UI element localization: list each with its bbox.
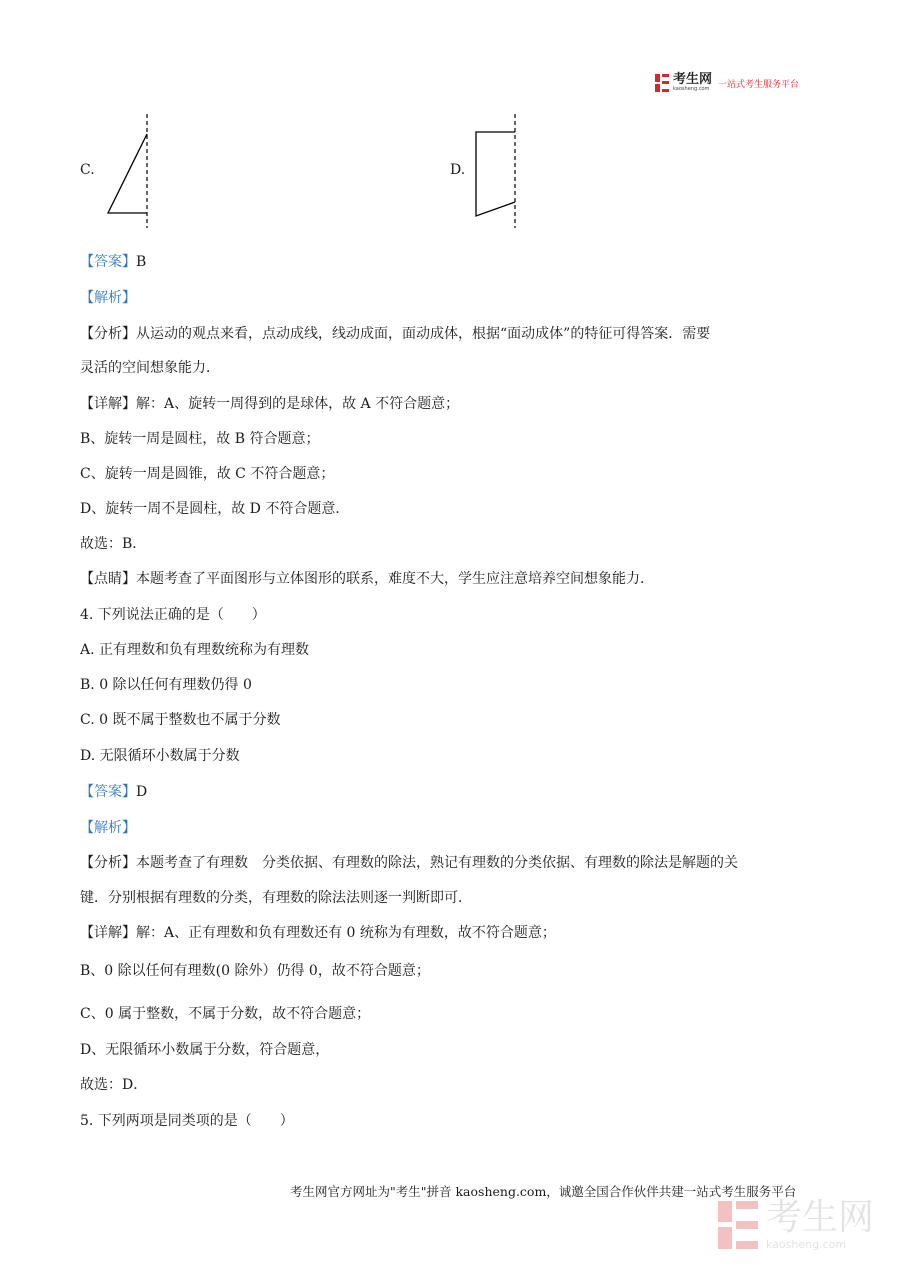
kaosheng-logo-icon xyxy=(655,74,669,92)
fenxi-tag: 【分析】 xyxy=(80,326,136,342)
fenxi-text: 从运动的观点来看，点动成线，线动成面，面动成体，根据“面动成体”的特征可得答案．需要 xyxy=(136,326,711,342)
dianjing-tag: 【点睛】 xyxy=(80,571,136,587)
q3-choice: 故选：B． xyxy=(80,536,147,552)
figure-d-trapezoid xyxy=(470,112,530,232)
q3-xiangjie-c: C、旋转一周是圆锥，故 C 不符合题意； xyxy=(80,466,335,482)
fenxi-text: 本题考查了有理数 分类依据、有理数的除法，熟记有理数的分类依据、有理数的除法是解题的关 xyxy=(136,855,738,871)
q4-choice: 故选：D． xyxy=(80,1077,148,1093)
q3-answer xyxy=(80,252,146,272)
q4-option-b: B. 0 除以任何有理数仍得 0 xyxy=(80,677,252,693)
q4-fenxi-line-2: 键．分别根据有理数的分类，有理数的除法法则逐一判断即可． xyxy=(80,890,472,906)
q4-xiangjie-a xyxy=(80,923,556,943)
watermark-domain: kaosheng.com xyxy=(766,1238,847,1251)
answer-tag: 【答案】 xyxy=(80,254,136,270)
xiangjie-tag: 【详解】 xyxy=(80,925,136,941)
q3-dianjing xyxy=(80,569,654,589)
xiangjie-tag: 【详解】 xyxy=(80,396,136,412)
q3-xiangjie-b: B、旋转一周是圆柱，故 B 符合题意； xyxy=(80,431,320,447)
q3-fenxi-line-2: 灵活的空间想象能力． xyxy=(80,360,220,376)
logo-name: 考生网 xyxy=(673,72,713,87)
figure-d-label: D. xyxy=(450,162,466,178)
q4-question: 4. 下列说法正确的是（ ） xyxy=(80,607,266,623)
watermark-name: 考生网 xyxy=(766,1197,875,1238)
q4-analysis-heading xyxy=(80,818,136,838)
analysis-tag: 【解析】 xyxy=(80,820,136,836)
q4-fenxi-line-1 xyxy=(80,853,738,873)
q4-option-d: D. 无限循环小数属于分数 xyxy=(80,748,240,764)
fenxi-tag: 【分析】 xyxy=(80,855,136,871)
footer-text: 考生网官方网址为"考生"拼音 kaosheng.com，诚邀全国合作伙伴共建一站式考生服务平台 xyxy=(290,1184,797,1199)
logo-domain: kaosheng.com xyxy=(673,86,710,92)
xiangjie-text: 解：A、正有理数和负有理数还有 0 统称为有理数，故不符合题意； xyxy=(136,925,556,941)
analysis-tag: 【解析】 xyxy=(80,290,136,306)
answer-value: B xyxy=(136,254,147,270)
xiangjie-text: 解：A、旋转一周得到的是球体，故 A 不符合题意； xyxy=(136,396,460,412)
watermark xyxy=(718,1198,874,1251)
q4-xiangjie-c: C、0 属于整数，不属于分数，故不符合题意； xyxy=(80,1006,371,1022)
q4-xiangjie-b: B、0 除以任何有理数(0 除外）仍得 0，故不符合题意； xyxy=(80,963,430,979)
dianjing-text: 本题考查了平面图形与立体图形的联系，难度不大，学生应注意培养空间想象能力． xyxy=(136,571,654,587)
header-slogan: 一站式考生服务平台 xyxy=(718,79,800,90)
figure-c-triangle xyxy=(100,112,160,232)
q3-xiangjie-d: D、旋转一周不是圆柱，故 D 不符合题意． xyxy=(80,501,350,517)
q4-option-c: C. 0 既不属于整数也不属于分数 xyxy=(80,712,281,728)
header-logo xyxy=(655,72,799,94)
answer-tag: 【答案】 xyxy=(80,784,136,800)
q4-xiangjie-d: D、无限循环小数属于分数，符合题意， xyxy=(80,1042,330,1058)
q4-answer xyxy=(80,782,147,802)
answer-value: D xyxy=(136,784,148,800)
figure-c-label: C. xyxy=(80,162,95,178)
kaosheng-watermark-icon xyxy=(718,1201,758,1249)
q3-xiangjie-a xyxy=(80,394,459,414)
q4-option-a: A. 正有理数和负有理数统称为有理数 xyxy=(80,642,310,658)
q3-fenxi-line-1 xyxy=(80,324,710,344)
q5-question: 5. 下列两项是同类项的是（ ） xyxy=(80,1113,294,1129)
q3-analysis-heading xyxy=(80,288,136,308)
